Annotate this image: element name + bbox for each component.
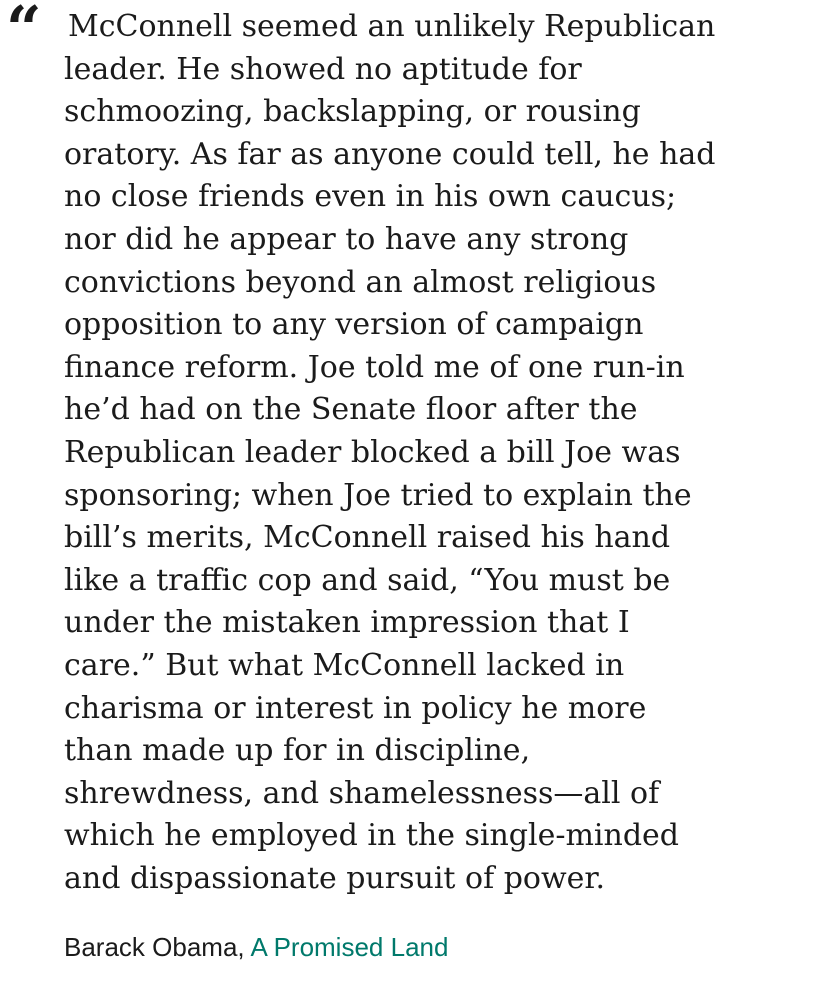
quote-line: leader. He showed no aptitude for <box>64 51 582 87</box>
quote-line: schmoozing, backslapping, or rousing <box>64 94 641 130</box>
quote-line: McConnell seemed an unlikely Republican <box>68 9 716 44</box>
quote-line: which he employed in the single-minded <box>64 818 680 854</box>
attribution <box>64 930 448 964</box>
quote-line: finance reform. Joe told me of one run-in <box>64 349 685 385</box>
quote-line: under the mistaken impression that I <box>64 605 630 641</box>
author-name: Barack Obama, <box>64 932 245 962</box>
quote-text <box>64 6 806 900</box>
quote-line: Republican leader blocked a bill Joe was <box>64 434 681 470</box>
quote-line: no close friends even in his own caucus; <box>64 179 677 215</box>
quote-line: opposition to any version of campaign <box>64 307 644 343</box>
quote-line: care.” But what McConnell lacked in <box>64 647 625 683</box>
quote-mark-icon: “ <box>6 0 42 65</box>
book-title-link[interactable]: A Promised Land <box>250 932 449 962</box>
quote-line: he’d had on the Senate floor after the <box>64 392 638 428</box>
quote-line: oratory. As far as anyone could tell, he had <box>64 136 716 172</box>
quote-line: and dispassionate pursuit of power. <box>64 860 605 896</box>
quote-line: nor did he appear to have any strong <box>64 221 629 257</box>
quote-line: sponsoring; when Joe tried to explain the <box>64 477 692 513</box>
quote-line: shrewdness, and shamelessness—all of <box>64 775 660 811</box>
quote-line: than made up for in discipline, <box>64 733 531 769</box>
quote-line: convictions beyond an almost religious <box>64 264 657 300</box>
quote-line: charisma or interest in policy he more <box>64 690 647 726</box>
quote-line: bill’s merits, McConnell raised his hand <box>64 520 671 556</box>
quote-line: like a traffic cop and said, “You must be <box>64 562 671 598</box>
